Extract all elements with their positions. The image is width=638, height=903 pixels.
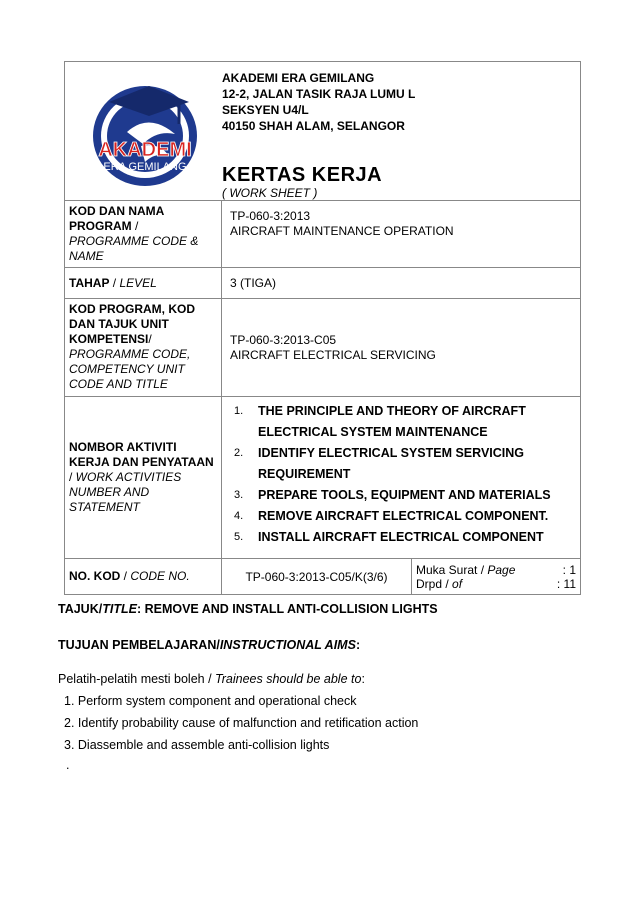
list-item: 3. Diassemble and assemble anti-collision lights (64, 738, 330, 752)
list-item: 1. THE PRINCIPLE AND THEORY OF AIRCRAFT ELECTRICAL SYSTEM MAINTENANCE (234, 404, 526, 439)
competency-label: KOD PROGRAM, KOD DAN TAJUK UNIT KOMPETENSI/ PROGRAMME CODE, COMPETENCY UNIT CODE AND TITLE (65, 299, 222, 397)
level-value: 3 (TIGA) (222, 268, 581, 299)
address-line: SEKSYEN U4/L (222, 103, 309, 117)
org-name: AKADEMI ERA GEMILANG (222, 71, 375, 85)
logo-text-2: ERA GEMILANG (103, 161, 187, 173)
trailing-dot: . (66, 758, 70, 772)
header-table (64, 61, 581, 595)
logo-text-1: AKADEMI (98, 139, 192, 161)
sheet-title: KERTAS KERJA (222, 164, 383, 186)
list-item: 1. Perform system component and operational check (64, 694, 357, 708)
code-label: NO. KOD / CODE NO. (65, 559, 222, 595)
list-item: 2. IDENTIFY ELECTRICAL SYSTEM SERVICING REQUIREMENT (234, 446, 525, 481)
activities-list (226, 401, 576, 548)
program-label: KOD DAN NAMA PROGRAM / PROGRAMME CODE & NAME (65, 201, 222, 268)
aims-heading: TUJUAN PEMBELAJARAN/INSTRUCTIONAL AIMS: (58, 638, 361, 652)
worksheet-title: TAJUK/TITLE: REMOVE AND INSTALL ANTI-COLLISION LIGHTS (58, 602, 438, 616)
program-value: TP-060-3:2013 AIRCRAFT MAINTENANCE OPERATION (222, 201, 581, 268)
aims-list (64, 690, 418, 756)
competency-value: TP-060-3:2013-C05 AIRCRAFT ELECTRICAL SERVICING (222, 299, 581, 397)
sheet-subtitle: ( WORK SHEET ) (222, 186, 318, 200)
list-item: 4. REMOVE AIRCRAFT ELECTRICAL COMPONENT. (234, 509, 549, 523)
page-info: Muka Surat / Page : 1 Drpd / of : 11 (412, 559, 581, 595)
address-line: 12-2, JALAN TASIK RAJA LUMU L (222, 87, 416, 101)
list-item: 5. INSTALL AIRCRAFT ELECTRICAL COMPONENT (234, 530, 544, 544)
address-line: 40150 SHAH ALAM, SELANGOR (222, 119, 405, 133)
list-item: 2. Identify probability cause of malfunction and retification action (64, 716, 419, 730)
code-value: TP-060-3:2013-C05/K(3/6) (222, 559, 412, 595)
letterhead-cell (65, 62, 581, 201)
activities-label: NOMBOR AKTIVITI KERJA DAN PENYATAAN / WORK ACTIVITIES NUMBER AND STATEMENT (65, 397, 222, 559)
akademi-logo (79, 72, 211, 192)
level-label: TAHAP / LEVEL (65, 268, 222, 299)
activities-value (222, 397, 581, 559)
aims-intro: Pelatih-pelatih mesti boleh / Trainees should be able to: (58, 672, 365, 686)
list-item: 3. PREPARE TOOLS, EQUIPMENT AND MATERIALS (234, 488, 551, 502)
address-block (222, 70, 415, 134)
worksheet-header (64, 61, 580, 595)
